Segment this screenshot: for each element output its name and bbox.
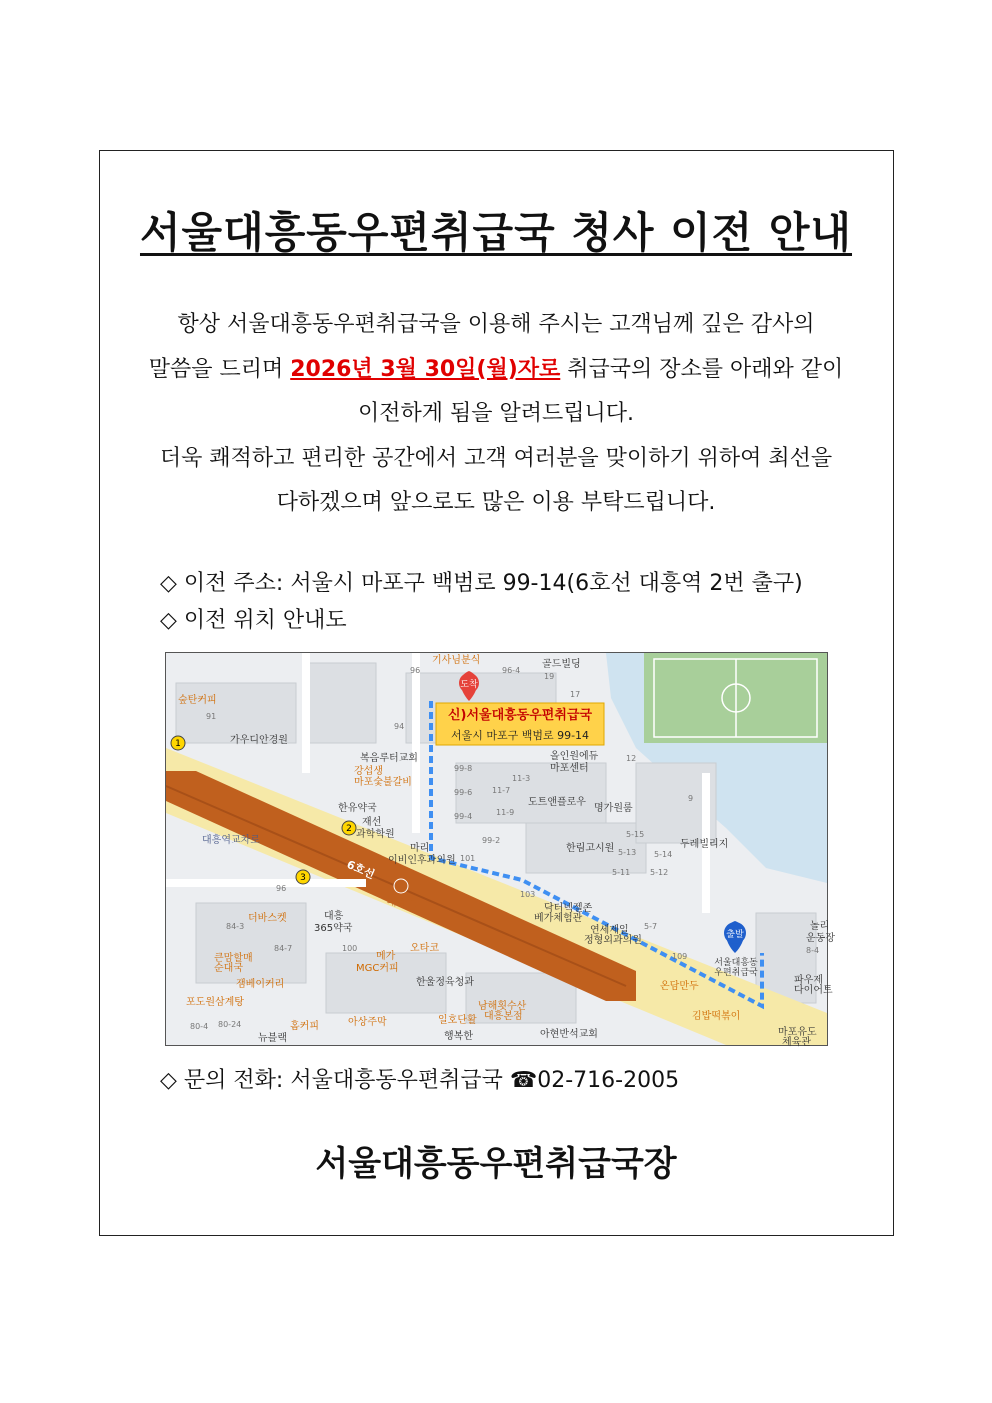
svg-text:마포숯불갈비: 마포숯불갈비 — [354, 777, 412, 788]
svg-text:일호단활: 일호단활 — [438, 1015, 477, 1026]
svg-text:두레빌리지: 두레빌리지 — [680, 839, 729, 850]
svg-text:더바스켓: 더바스켓 — [248, 913, 287, 924]
svg-text:운동장: 운동장 — [806, 933, 835, 944]
svg-text:5-13: 5-13 — [618, 848, 637, 857]
svg-text:뉴블랙: 뉴블랙 — [258, 1033, 287, 1044]
svg-text:기사님분식: 기사님분식 — [432, 655, 481, 666]
svg-text:재선: 재선 — [362, 817, 382, 828]
svg-text:11-9: 11-9 — [496, 808, 515, 817]
svg-text:대흥: 대흥 — [324, 911, 344, 922]
svg-text:2: 2 — [346, 824, 352, 834]
svg-text:마리: 마리 — [410, 843, 430, 854]
svg-text:19: 19 — [544, 672, 555, 681]
svg-text:5-11: 5-11 — [612, 868, 631, 877]
svg-text:강섭생: 강섭생 — [354, 766, 383, 777]
svg-text:큰맘할매: 큰맘할매 — [214, 953, 253, 964]
svg-text:복음루터교회: 복음루터교회 — [360, 753, 418, 764]
svg-text:한울정육청과: 한울정육청과 — [416, 977, 474, 988]
svg-text:과학학원: 과학학원 — [356, 829, 395, 840]
svg-text:103: 103 — [520, 890, 536, 899]
svg-text:메가: 메가 — [376, 951, 396, 962]
svg-text:96: 96 — [276, 884, 287, 893]
paragraph-line-5: 다하겠으며 앞으로도 많은 이용 부탁드립니다. — [276, 490, 716, 515]
svg-text:온담만두: 온담만두 — [660, 981, 699, 992]
svg-text:순대국: 순대국 — [214, 963, 243, 974]
svg-text:9: 9 — [688, 794, 694, 803]
svg-text:11-7: 11-7 — [492, 786, 511, 795]
svg-text:101: 101 — [460, 854, 476, 863]
svg-text:MGC커피: MGC커피 — [356, 963, 399, 974]
svg-text:명가원룸: 명가원룸 — [594, 803, 633, 814]
svg-text:5-7: 5-7 — [644, 922, 658, 931]
paragraph-line-1: 항상 서울대흥동우편취급국을 이용해 주시는 고객님께 깊은 감사의 — [177, 312, 815, 337]
svg-text:91: 91 — [206, 712, 217, 721]
svg-text:3: 3 — [300, 873, 306, 883]
svg-text:80-4: 80-4 — [190, 1022, 209, 1031]
svg-text:도트앤플로우: 도트앤플로우 — [528, 797, 586, 808]
svg-text:출발: 출발 — [726, 930, 744, 940]
svg-text:8-4: 8-4 — [806, 946, 820, 955]
svg-text:1: 1 — [175, 739, 181, 749]
svg-text:한림고시원: 한림고시원 — [566, 843, 615, 854]
svg-text:94: 94 — [394, 722, 405, 731]
address-bullet: ◇ 이전 주소: 서울시 마포구 백범로 99-14(6호선 대흥역 2번 출구) — [160, 571, 803, 596]
svg-text:365약국: 365약국 — [314, 923, 353, 934]
relocation-date: 2026년 3월 30일(월)자로 — [290, 356, 561, 382]
svg-text:다이어트: 다이어트 — [794, 985, 833, 996]
svg-text:80-24: 80-24 — [218, 1020, 242, 1029]
svg-text:행복한: 행복한 — [444, 1031, 473, 1042]
svg-text:정형외과의원: 정형외과의원 — [584, 935, 642, 946]
page-title: 서울대흥동우편취급국 청사 이전 안내 — [139, 208, 853, 257]
line-label: 6호선 — [344, 857, 377, 882]
svg-text:96: 96 — [410, 666, 421, 675]
svg-text:홈커피: 홈커피 — [290, 1021, 319, 1032]
svg-text:5-14: 5-14 — [654, 850, 673, 859]
svg-text:가우디안경원: 가우디안경원 — [230, 735, 288, 746]
svg-text:100: 100 — [342, 944, 358, 953]
svg-text:파우제: 파우제 — [794, 975, 823, 986]
svg-text:닥터넥젤존: 닥터넥젤존 — [544, 903, 593, 914]
svg-text:오타코: 오타코 — [410, 943, 439, 954]
svg-text:한유약국: 한유약국 — [338, 803, 377, 814]
notice-paragraph — [140, 303, 852, 526]
svg-text:서울시 마포구 백범로 99-14: 서울시 마포구 백범로 99-14 — [450, 729, 590, 742]
svg-text:99-8: 99-8 — [454, 764, 473, 773]
new-office-label — [436, 703, 604, 745]
svg-text:포도원삼계탕: 포도원삼계탕 — [186, 997, 244, 1008]
svg-text:도착: 도착 — [460, 680, 478, 690]
svg-text:체육관: 체육관 — [782, 1037, 811, 1048]
svg-text:84-3: 84-3 — [226, 922, 245, 931]
intersection-label: 대흥역교차로 — [202, 835, 260, 846]
svg-text:남해횟수산: 남해횟수산 — [478, 1001, 527, 1012]
svg-text:11-3: 11-3 — [512, 774, 531, 783]
svg-text:5-12: 5-12 — [650, 868, 669, 877]
svg-text:골드빌딩: 골드빌딩 — [542, 659, 581, 670]
svg-text:서울대흥동: 서울대흥동 — [714, 958, 758, 968]
location-map — [165, 652, 835, 1048]
paragraph-line-4: 더욱 쾌적하고 편리한 공간에서 고객 여러분을 맞이하기 위하여 최선을 — [159, 445, 833, 471]
signature: 서울대흥동우편취급국장 — [315, 1144, 677, 1184]
svg-text:99-6: 99-6 — [454, 788, 473, 797]
svg-text:아현반석교회: 아현반석교회 — [540, 1029, 598, 1040]
svg-text:마포센터: 마포센터 — [550, 763, 589, 774]
station-label: 대흥역 — [386, 895, 418, 908]
svg-text:숲탄커피: 숲탄커피 — [178, 695, 217, 706]
svg-text:올인원에듀: 올인원에듀 — [550, 751, 599, 762]
svg-text:신)서울대흥동우편취급국: 신)서울대흥동우편취급국 — [447, 708, 593, 723]
map-guide-bullet: ◇ 이전 위치 안내도 — [160, 608, 347, 633]
svg-text:96-4: 96-4 — [502, 666, 521, 675]
svg-text:84-7: 84-7 — [274, 944, 293, 953]
svg-text:연세제일: 연세제일 — [590, 925, 629, 936]
svg-text:김밥떡볶이: 김밥떡볶이 — [692, 1011, 741, 1022]
svg-text:17: 17 — [570, 690, 581, 699]
svg-text:12: 12 — [626, 754, 637, 763]
svg-text:아상주막: 아상주막 — [348, 1017, 387, 1028]
svg-text:우편취급국: 우편취급국 — [714, 968, 758, 978]
paragraph-line-3: 이전하게 됨을 알려드립니다. — [357, 401, 634, 426]
svg-text:이비인후과의원: 이비인후과의원 — [388, 855, 456, 866]
svg-text:99-2: 99-2 — [482, 836, 501, 845]
phone-bullet: ◇ 문의 전화: 서울대흥동우편취급국 ☎02-716-2005 — [160, 1068, 680, 1093]
paragraph-line-2: 말씀을 드리며 2026년 3월 30일(월)자로 취급국의 장소를 아래와 같이 — [148, 356, 844, 382]
svg-text:베가체험관: 베가체험관 — [534, 913, 583, 924]
svg-text:5-15: 5-15 — [626, 830, 645, 839]
svg-text:99-4: 99-4 — [454, 812, 473, 821]
svg-text:109: 109 — [672, 952, 688, 961]
svg-text:마포유도: 마포유도 — [778, 1027, 817, 1038]
svg-text:대흥본점: 대흥본점 — [484, 1011, 523, 1022]
svg-text:놀리: 놀리 — [810, 921, 830, 932]
svg-text:잼베이커리: 잼베이커리 — [236, 979, 285, 990]
